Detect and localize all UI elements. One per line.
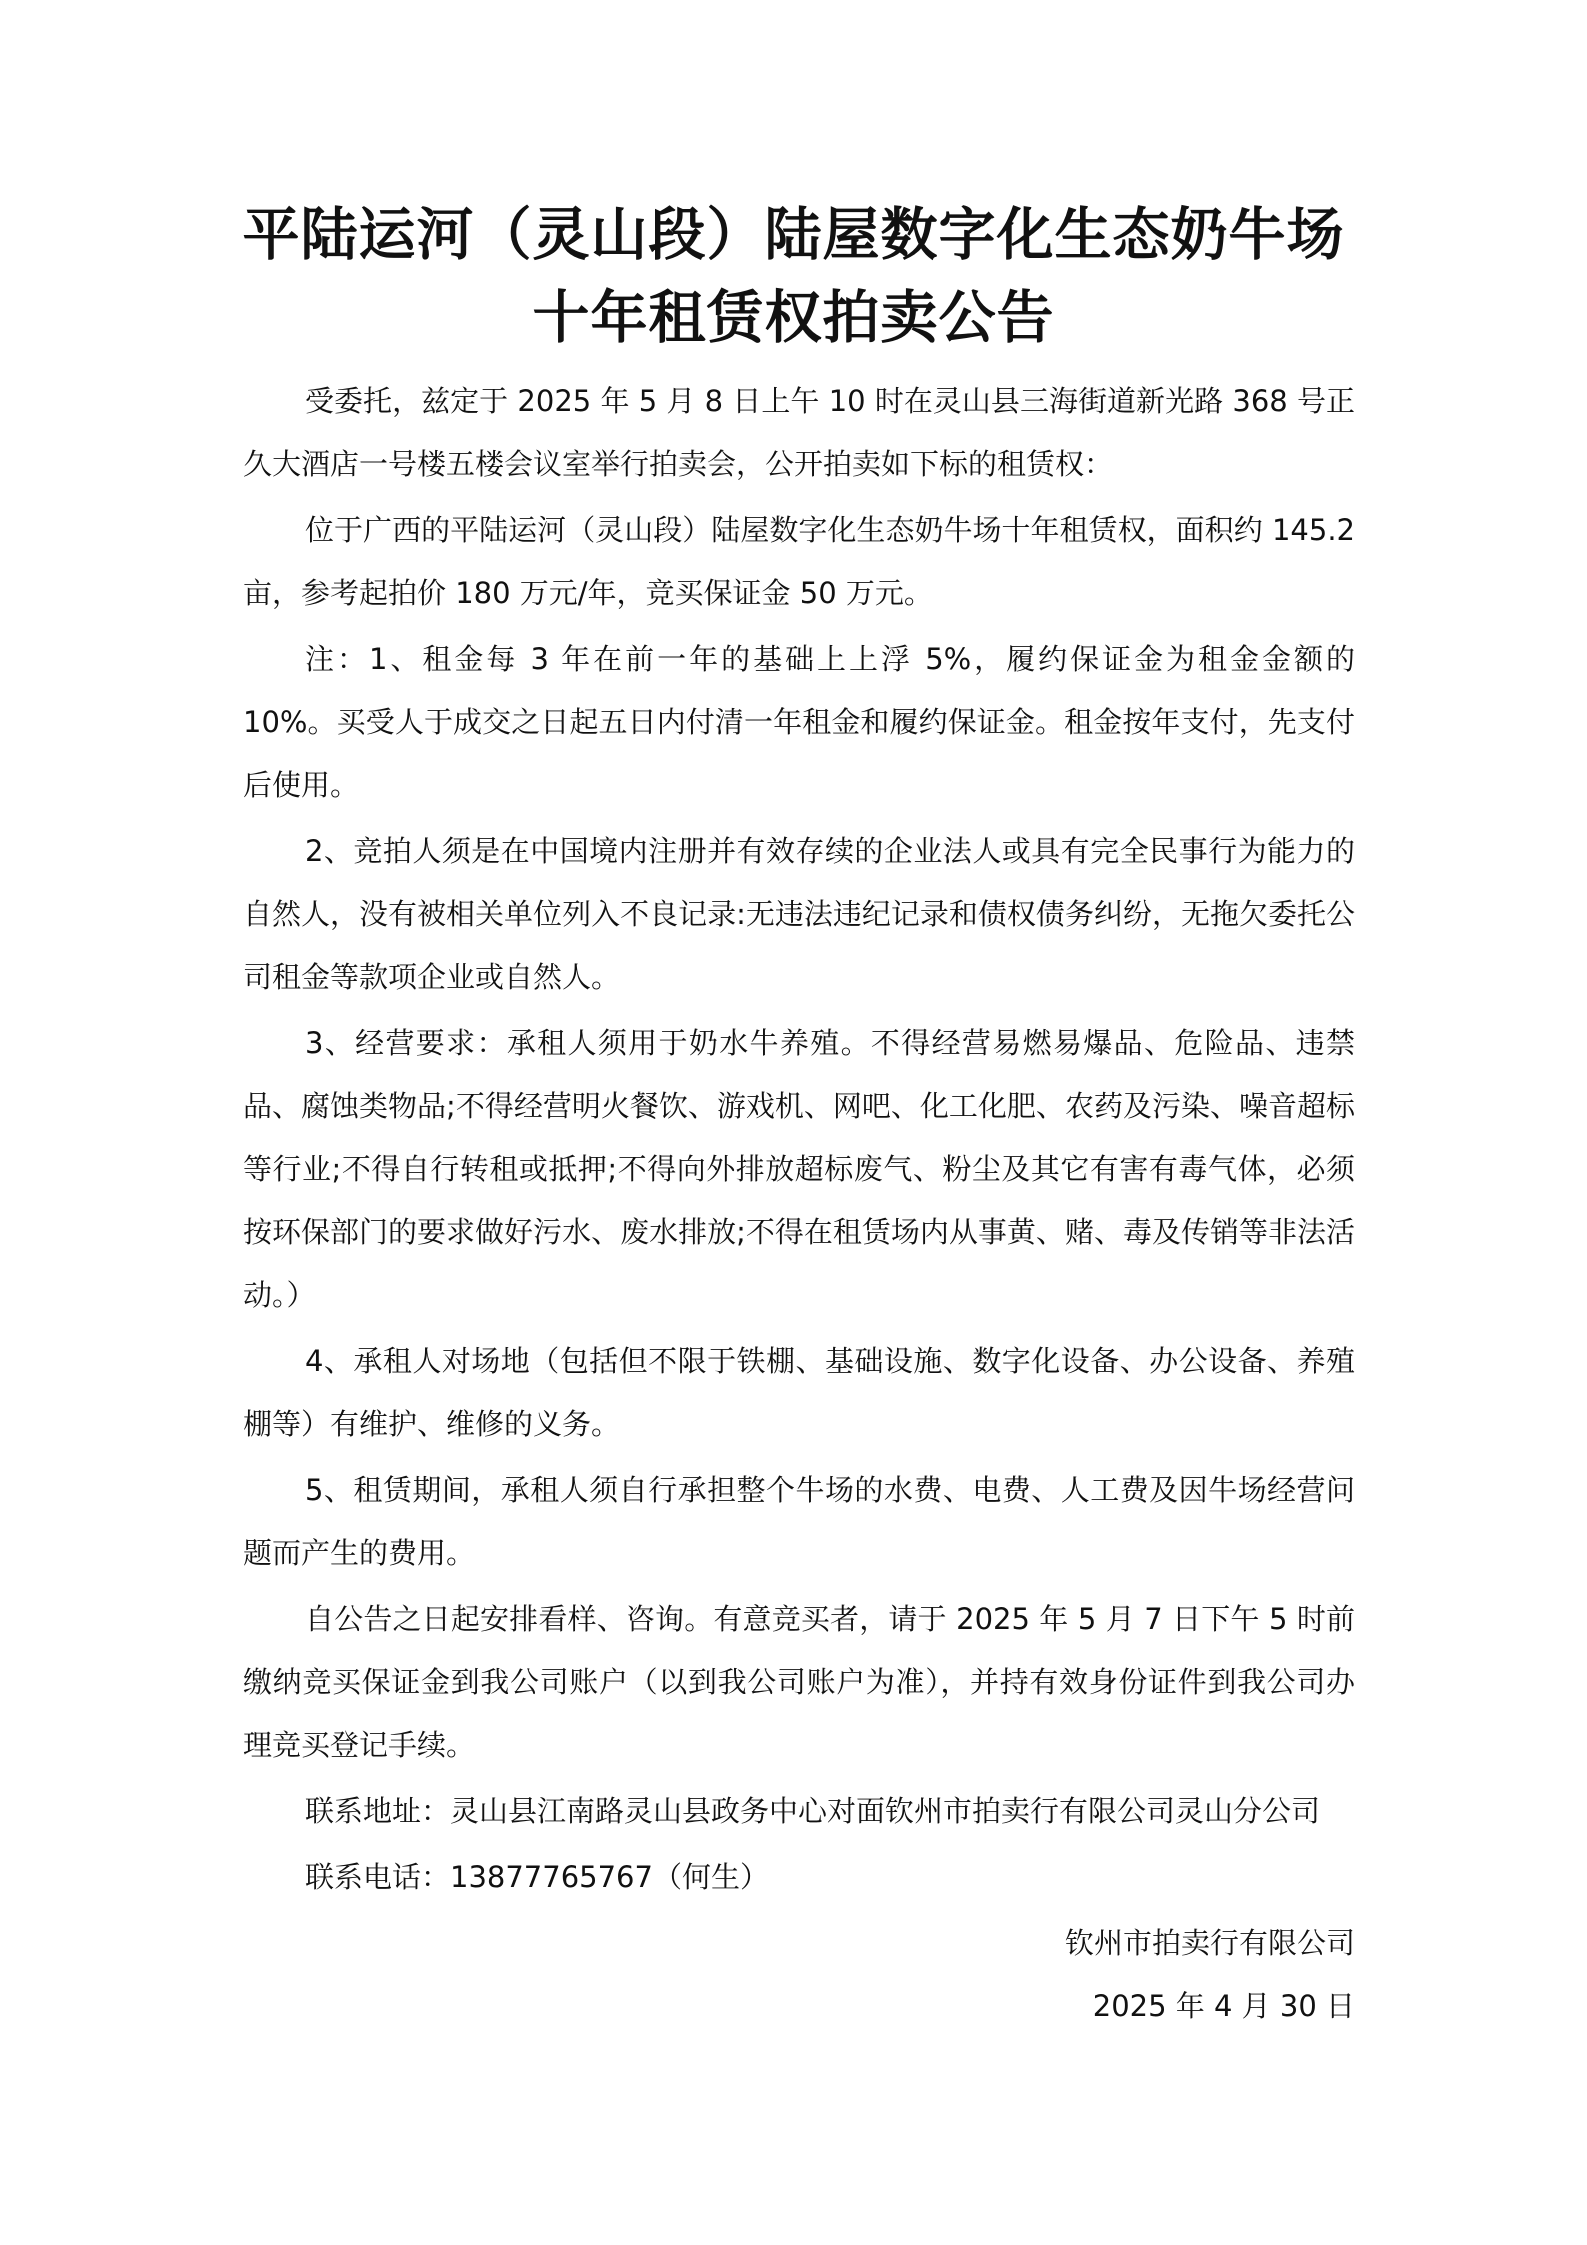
contact-phone: 联系电话：13877765767（何生） <box>305 1860 769 1894</box>
document-body <box>243 370 1355 1909</box>
note-2-bidder-qualification: 2、竞拍人须是在中国境内注册并有效存续的企业法人或具有完全民事行为能力的自然人，没有被相关单位列入不良记录:无违法违纪记录和债权债务纠纷，无拖欠委托公司租金等款项企业或自然人。 <box>243 834 1355 994</box>
note-1-rent-terms: 注：1、租金每 3 年在前一年的基础上上浮 5%，履约保证金为租金金额的 10%。买受人于成交之日起五日内付清一年租金和履约保证金。租金按年支付，先支付后使用。 <box>243 642 1355 802</box>
document-title-line1: 平陆运河（灵山段）陆屋数字化生态奶牛场 <box>242 201 1345 268</box>
paragraph-lot-description: 位于广西的平陆运河（灵山段）陆屋数字化生态奶牛场十年租赁权，面积约 145.2 亩，参考起拍价 180 万元/年，竞买保证金 50 万元。 <box>243 513 1355 610</box>
paragraph-auction-notice: 受委托，兹定于 2025 年 5 月 8 日上午 10 时在灵山县三海街道新光路 368 号正久大酒店一号楼五楼会议室举行拍卖会，公开拍卖如下标的租赁权： <box>243 384 1355 481</box>
document-title-line2: 十年租赁权拍卖公告 <box>532 284 1055 351</box>
note-3-business-requirements: 3、经营要求：承租人须用于奶水牛养殖。不得经营易燃易爆品、危险品、违禁品、腐蚀类物品;不得经营明火餐饮、游戏机、网吧、化工化肥、农药及污染、噪音超标等行业;不得自行转租或抵押;不得向外排放超标废气、粉尘及其它有害有毒气体，必须按环保部门的要求做好污水、废水排放;不得在租赁场内从事黄、赌、毒及传销等非法活动。） <box>243 1026 1355 1312</box>
signature-date: 2025 年 4 月 30 日 <box>1092 1989 1355 2023</box>
note-5-expenses: 5、租赁期间，承租人须自行承担整个牛场的水费、电费、人工费及因牛场经营问题而产生的费用。 <box>243 1473 1355 1570</box>
contact-address: 联系地址：灵山县江南路灵山县政务中心对面钦州市拍卖行有限公司灵山分公司 <box>305 1794 1321 1828</box>
note-4-maintenance: 4、承租人对场地（包括但不限于铁棚、基础设施、数字化设备、办公设备、养殖棚等）有维护、维修的义务。 <box>243 1344 1355 1441</box>
signature-company: 钦州市拍卖行有限公司 <box>1064 1926 1355 1960</box>
paragraph-viewing-registration: 自公告之日起安排看样、咨询。有意竞买者，请于 2025 年 5 月 7 日下午 5 时前缴纳竞买保证金到我公司账户（以到我公司账户为准），并持有效身份证件到我公司办理竞买登记手续。 <box>243 1602 1355 1762</box>
